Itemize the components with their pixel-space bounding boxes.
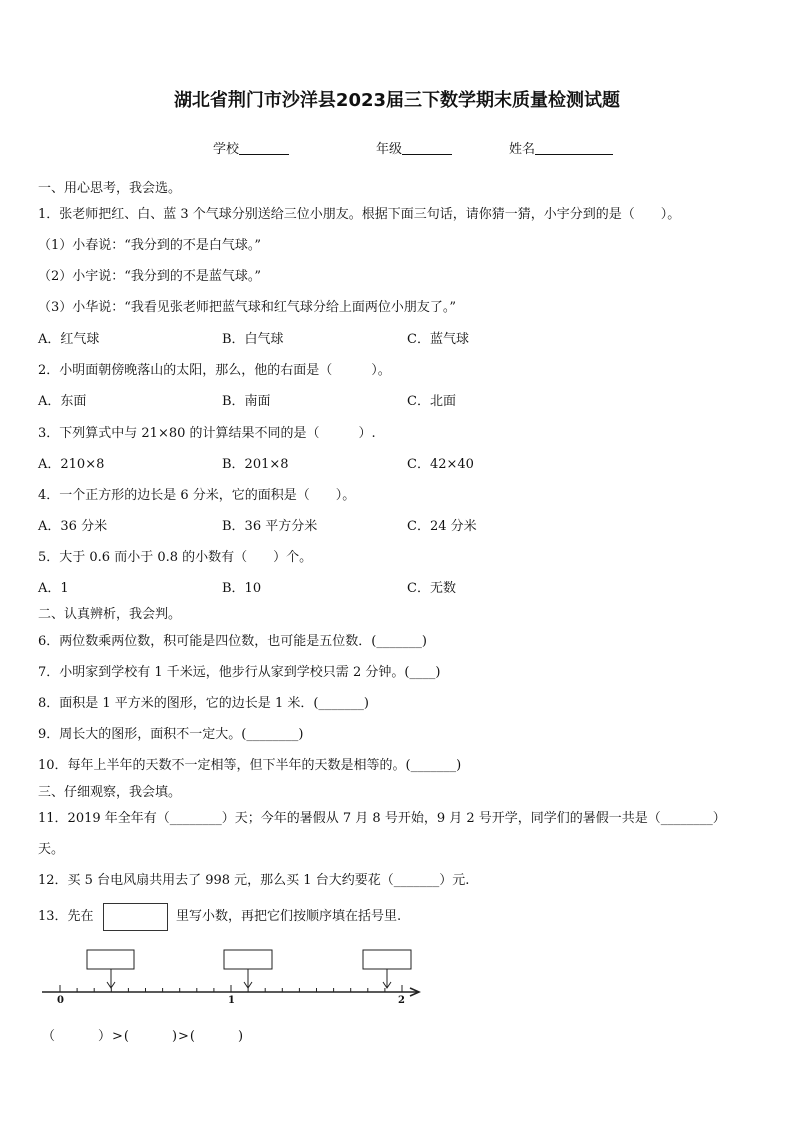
q1-option-a[interactable]: A．红气球 — [38, 332, 100, 347]
q3-option-a[interactable]: A．210×8 — [38, 457, 105, 472]
q2-option-b[interactable]: B．南面 — [222, 394, 271, 409]
q11-line-2: 天。 — [38, 842, 65, 857]
q2-option-a[interactable]: A．东面 — [38, 394, 87, 409]
q12: 12．买 5 台电风扇共用去了 998 元，那么买 1 台大约要花（_______）元. — [38, 873, 470, 888]
q1-clue-1: （1）小春说：“我分到的不是白气球。” — [38, 238, 262, 253]
number-line-box-1[interactable] — [87, 950, 134, 969]
q2-option-c[interactable]: C．北面 — [407, 394, 456, 409]
q3-stem: 3．下列算式中与 21×80 的计算结果不同的是（ ）. — [38, 426, 376, 441]
q1-clue-2: （2）小宇说：“我分到的不是蓝气球。” — [38, 269, 262, 284]
q5-option-b[interactable]: B．10 — [222, 581, 262, 596]
number-line-box-3[interactable] — [363, 950, 411, 969]
school-blank[interactable] — [239, 140, 289, 155]
grade-blank[interactable] — [402, 140, 452, 155]
q10: 10．每年上半年的天数不一定相等，但下半年的天数是相等的。(_______) — [38, 758, 462, 773]
q5-option-c[interactable]: C．无数 — [407, 581, 456, 596]
tick-label-0: 0 — [57, 995, 64, 1006]
q3-option-b[interactable]: B．201×8 — [222, 457, 289, 472]
q1-stem: 1．张老师把红、白、蓝 3 个气球分别送给三位小朋友。根据下面三句话，请你猜一猜，小宇分到的是（ ）。 — [38, 207, 681, 222]
number-line-box-2[interactable] — [224, 950, 272, 969]
section-1-heading: 一、用心思考，我会选。 — [38, 181, 182, 196]
q3-option-c[interactable]: C．42×40 — [407, 457, 474, 472]
q1-option-c[interactable]: C．蓝气球 — [407, 332, 469, 347]
q4-option-c[interactable]: C．24 分米 — [407, 519, 477, 534]
tick-label-1: 1 — [228, 995, 235, 1006]
q2-stem: 2．小明面朝傍晚落山的太阳，那么，他的右面是（ ）。 — [38, 363, 391, 378]
q1-option-b[interactable]: B．白气球 — [222, 332, 284, 347]
q4-option-a[interactable]: A．36 分米 — [38, 519, 108, 534]
name-label: 姓名 — [509, 142, 536, 157]
q5-option-a[interactable]: A．1 — [38, 581, 69, 596]
q8: 8．面积是 1 平方米的图形，它的边长是 1 米．(_______) — [38, 696, 369, 711]
school-label: 学校 — [213, 142, 240, 157]
q5-stem: 5．大于 0.6 而小于 0.8 的小数有（ ）个。 — [38, 550, 313, 565]
school-field — [213, 140, 289, 159]
page-title: 湖北省荆门市沙洋县2023届三下数学期末质量检测试题 — [173, 90, 621, 111]
q13-order-blanks[interactable]: （ ）>( )>( ) — [42, 1029, 245, 1044]
q13-sample-box — [103, 903, 168, 931]
q9: 9．周长大的图形，面积不一定大。(________) — [38, 727, 304, 742]
q7: 7．小明家到学校有 1 千米远，他步行从家到学校只需 2 分钟。(____) — [38, 665, 441, 680]
q1-clue-3: （3）小华说：“我看见张老师把蓝气球和红气球分给上面两位小朋友了。” — [38, 300, 457, 315]
number-line — [0, 940, 794, 1020]
name-blank[interactable] — [535, 140, 613, 155]
q13-prefix: 13．先在 — [38, 909, 94, 924]
q11-line-1: 11．2019 年全年有（________）天；今年的暑假从 7 月 8 号开始，9 月 2 号开学，同学们的暑假一共是（________） — [38, 811, 726, 826]
tick-label-2: 2 — [398, 995, 405, 1006]
section-2-heading: 二、认真辨析，我会判。 — [38, 607, 182, 622]
name-field — [509, 140, 613, 159]
q13-suffix: 里写小数，再把它们按顺序填在括号里. — [176, 909, 402, 924]
section-3-heading: 三、仔细观察，我会填。 — [38, 785, 182, 800]
grade-label: 年级 — [376, 142, 403, 157]
q4-option-b[interactable]: B．36 平方分米 — [222, 519, 318, 534]
q6: 6．两位数乘两位数，积可能是四位数，也可能是五位数．(_______) — [38, 634, 427, 649]
grade-field — [376, 140, 452, 159]
q4-stem: 4．一个正方形的边长是 6 分米，它的面积是（ ）。 — [38, 488, 356, 503]
